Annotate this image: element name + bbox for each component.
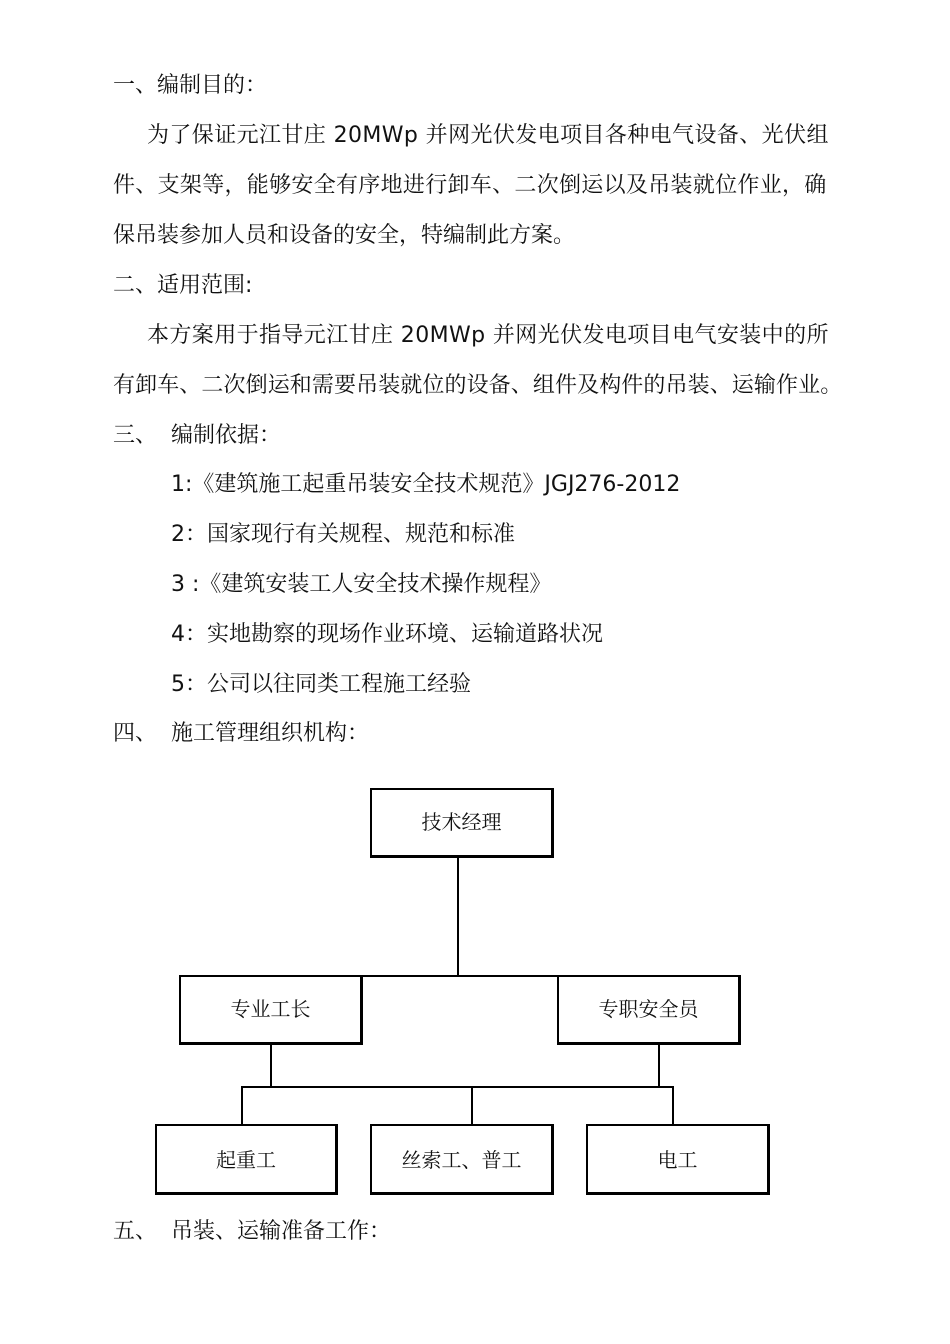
section1-para-line1: 为了保证元江甘庄 20MWp 并网光伏发电项目各种电气设备、光伏组 — [147, 123, 829, 148]
section4-heading-number: 四、 — [113, 721, 158, 746]
org-box-electrician — [586, 1124, 770, 1195]
reference-item: 5：公司以往同类工程施工经验 — [171, 672, 471, 697]
org-box-label: 专职安全员 — [598, 997, 699, 1021]
connector-bottom-horizontal — [241, 1086, 674, 1088]
section1-para-line3: 保吊装参加人员和设备的安全，特编制此方案。 — [113, 223, 576, 248]
connector-mid-horizontal — [361, 975, 560, 977]
connector-to-bottom-left — [241, 1086, 243, 1126]
org-box-wire-rope-worker — [370, 1124, 554, 1195]
section2-para-line2: 有卸车、二次倒运和需要吊装就位的设备、组件及构件的吊装、运输作业。 — [113, 373, 843, 398]
org-box-label: 技术经理 — [421, 810, 502, 834]
connector-right-down — [658, 1043, 660, 1088]
org-box-technical-manager — [370, 788, 554, 858]
org-box-label: 起重工 — [216, 1148, 276, 1172]
connector-left-down — [270, 1043, 272, 1088]
org-box-rigger — [155, 1124, 338, 1195]
section1-heading: 一、编制目的： — [113, 73, 268, 98]
org-box-safety-officer — [557, 975, 741, 1045]
org-box-foreman — [179, 975, 363, 1045]
connector-to-bottom-right — [672, 1086, 674, 1126]
section3-heading-text: 编制依据： — [171, 423, 282, 448]
section5-heading-number: 五、 — [113, 1219, 158, 1244]
section1-para-line2: 件、支架等，能够安全有序地进行卸车、二次倒运以及吊装就位作业，确 — [113, 173, 827, 198]
org-box-label: 丝索工、普工 — [401, 1148, 522, 1172]
reference-item: 3 :《建筑安装工人安全技术操作规程》 — [171, 572, 552, 597]
reference-item: 1:《建筑施工起重吊装安全技术规范》JGJ276-2012 — [171, 472, 681, 497]
section2-para-line1: 本方案用于指导元江甘庄 20MWp 并网光伏发电项目电气安装中的所 — [147, 323, 829, 348]
section3-heading-number: 三、 — [113, 423, 158, 448]
connector-top-vertical — [457, 855, 459, 977]
connector-to-bottom-center — [471, 1086, 473, 1126]
org-box-label: 电工 — [657, 1148, 698, 1172]
reference-item: 4：实地勘察的现场作业环境、运输道路状况 — [171, 622, 603, 647]
reference-item: 2：国家现行有关规程、规范和标准 — [171, 522, 515, 547]
section4-heading-text: 施工管理组织机构： — [171, 721, 370, 746]
org-box-label: 专业工长 — [230, 997, 311, 1021]
section5-heading-text: 吊装、运输准备工作： — [171, 1219, 392, 1244]
section2-heading: 二、适用范围: — [113, 273, 253, 298]
